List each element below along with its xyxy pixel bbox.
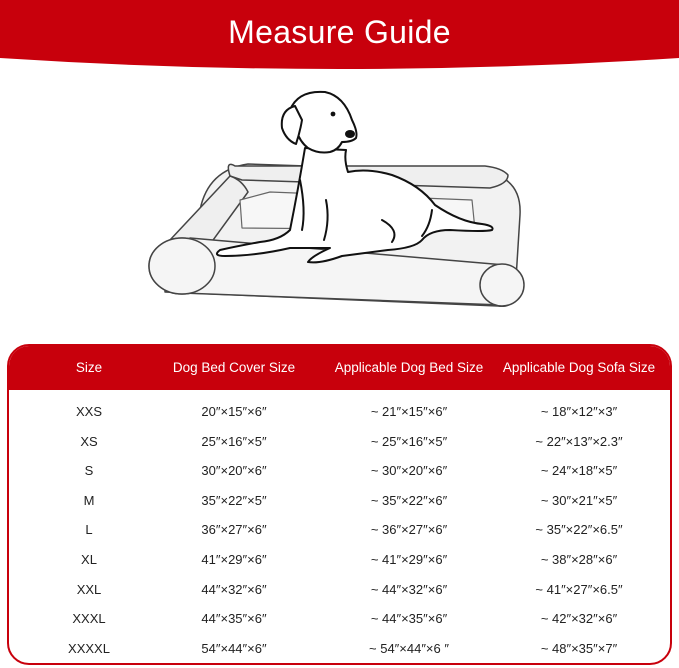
- size-cell: L: [85, 522, 93, 538]
- cover-size-cell: 41″×29″×6″: [201, 551, 267, 567]
- bed-size-cell: ~ 25″×16″×5″: [370, 433, 448, 449]
- table-row: [9, 545, 670, 575]
- size-cell: XXXL: [72, 611, 106, 627]
- title-banner: [0, 0, 679, 75]
- sofa-size-cell: ~ 24″×18″×5″: [540, 463, 618, 479]
- cover-size-cell: 44″×32″×6″: [201, 581, 267, 597]
- cover-size-cell: 25″×16″×5″: [201, 433, 267, 449]
- bed-size-cell: ~ 36″×27″×6″: [370, 522, 448, 538]
- table-header: [9, 346, 670, 390]
- sofa-size-cell: ~ 42″×32″×6″: [540, 611, 618, 627]
- table-row: [9, 575, 670, 605]
- sofa-size-cell: ~ 35″×22″×6.5″: [535, 522, 623, 538]
- table-row: [9, 515, 670, 545]
- size-cell: XXS: [75, 404, 102, 419]
- table-row: [9, 604, 670, 634]
- sofa-size-cell: ~ 30″×21″×5″: [540, 492, 618, 508]
- dog-bed-illustration: [130, 80, 550, 320]
- size-cell: XS: [80, 433, 98, 449]
- bed-size-cell: ~ 54″×44″×6 ″: [369, 640, 449, 656]
- cover-size-cell: 30″×20″×6″: [201, 463, 267, 479]
- cover-size-cell: 44″×35″×6″: [201, 611, 267, 627]
- cover-size-cell: 54″×44″×6″: [201, 640, 267, 656]
- table-row: [9, 634, 670, 664]
- bed-size-cell: ~ 44″×35″×6″: [370, 611, 448, 627]
- table-row: [9, 456, 670, 486]
- cover-size-cell: 35″×22″×5″: [201, 492, 267, 508]
- table-row: [9, 427, 670, 457]
- size-cell: S: [84, 463, 94, 479]
- dog-on-bolster-bed-icon: [130, 80, 550, 320]
- sofa-size-cell: ~ 41″×27″×6.5″: [535, 581, 623, 597]
- sofa-size-cell: ~ 18″×12″×3″: [540, 404, 618, 419]
- bed-size-cell: ~ 44″×32″×6″: [370, 581, 448, 597]
- size-cell: XXXXL: [68, 640, 110, 656]
- measure-table: [7, 344, 672, 665]
- bed-size-cell: ~ 30″×20″×6″: [370, 463, 448, 479]
- header-size: Size: [75, 360, 103, 375]
- sofa-size-cell: ~ 48″×35″×7″: [540, 640, 618, 656]
- header-bed-size: Applicable Dog Bed Size: [334, 360, 484, 375]
- table-row: [9, 486, 670, 516]
- bed-size-cell: ~ 41″×29″×6″: [370, 551, 448, 567]
- cover-size-cell: 36″×27″×6″: [201, 522, 267, 538]
- bed-size-cell: ~ 21″×15″×6″: [370, 404, 448, 419]
- header-sofa-size: Applicable Dog Sofa Size: [502, 360, 656, 375]
- sofa-size-cell: ~ 22″×13″×2.3″: [535, 433, 623, 449]
- cover-size-cell: 20″×15″×6″: [201, 404, 267, 419]
- header-cover-size: Dog Bed Cover Size: [172, 360, 296, 375]
- size-cell: XL: [81, 551, 97, 567]
- size-cell: M: [83, 492, 95, 508]
- table-body: [9, 390, 670, 663]
- bed-size-cell: ~ 35″×22″×6″: [370, 492, 448, 508]
- size-cell: XXL: [76, 581, 102, 597]
- table-row: [9, 397, 670, 427]
- sofa-size-cell: ~ 38″×28″×6″: [540, 551, 618, 567]
- page-title: Measure Guide: [228, 14, 451, 50]
